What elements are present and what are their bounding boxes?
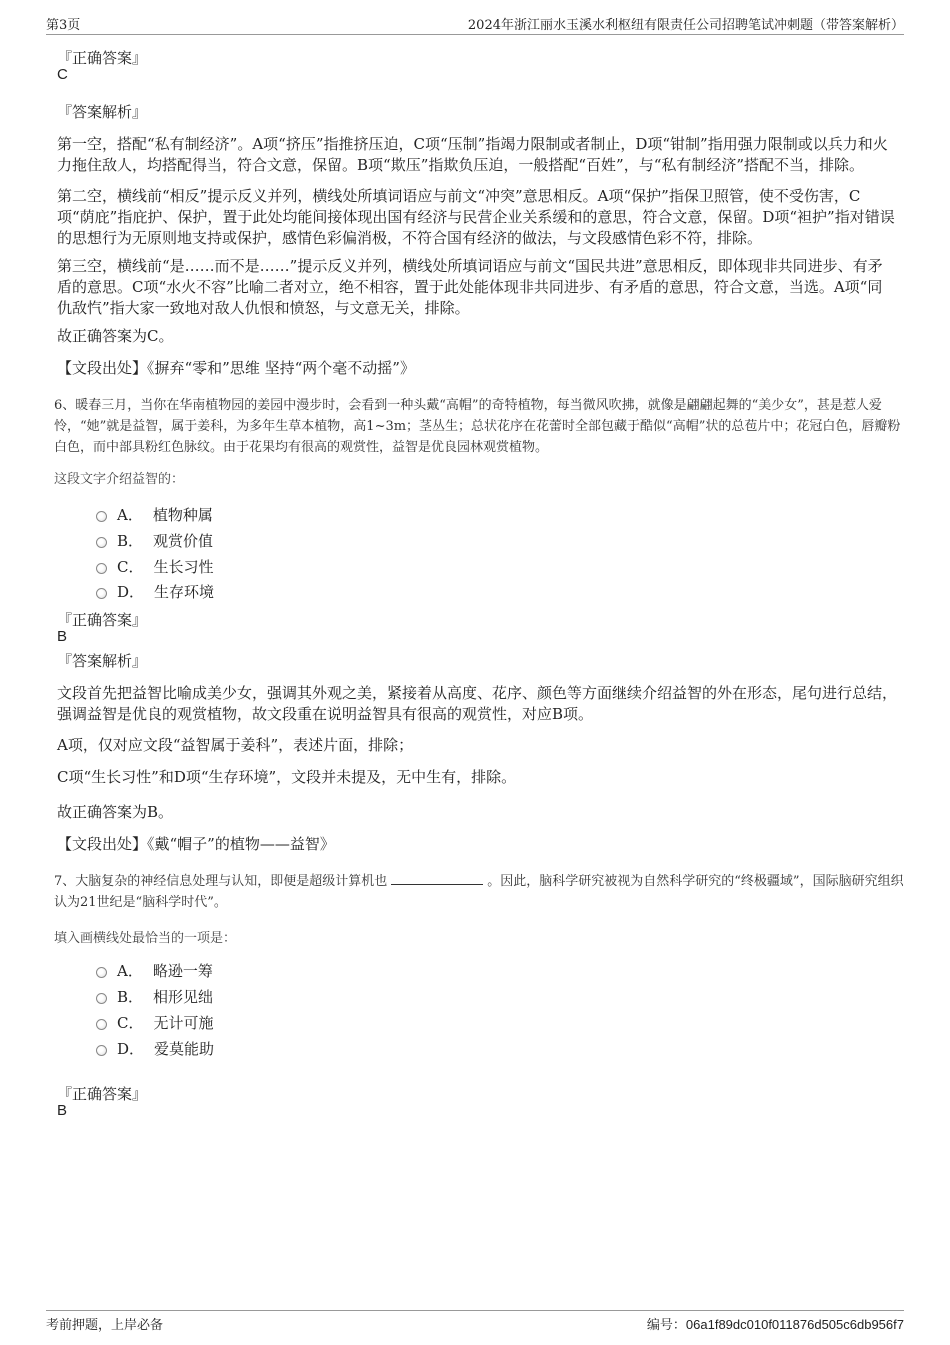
page-header bbox=[46, 14, 904, 35]
answer-value: B bbox=[57, 1102, 68, 1119]
source-citation: 【文段出处】《戴“帽子”的植物——益智》 bbox=[57, 835, 335, 853]
radio-icon[interactable] bbox=[96, 563, 107, 574]
option-a[interactable]: A． 植物种属 bbox=[96, 504, 213, 526]
answer-label: 『正确答案』 bbox=[57, 49, 148, 67]
radio-icon[interactable] bbox=[96, 967, 107, 978]
radio-icon[interactable] bbox=[96, 1019, 107, 1030]
option-b[interactable]: B． 相形见绌 bbox=[96, 986, 213, 1008]
option-a[interactable]: A． 略逊一筹 bbox=[96, 960, 213, 982]
analysis-paragraph: C项“生长习性”和D项“生存环境”，文段并未提及，无中生有，排除。 bbox=[57, 768, 517, 786]
analysis-conclusion: 故正确答案为C。 bbox=[57, 327, 174, 345]
answer-value: B bbox=[57, 628, 68, 645]
answer-label: 『正确答案』 bbox=[57, 1085, 148, 1103]
source-citation: 【文段出处】《摒弃“零和”思维 坚持“两个毫不动摇”》 bbox=[57, 359, 415, 377]
analysis-paragraph: 第三空，横线前“是……而不是……”提示反义并列，横线处所填词语应与前文“国民共进”意思相反，即体现非共同进步、有矛盾的意思。C项“水火不容”比喻二者对立，绝不相容，置于此处能体现非共同进步、有矛盾的意思，符合文意，当选。A项“同仇敌忾”指大家一致地对敌人仇恨和愤怒，与文意无关，排除。 bbox=[57, 257, 883, 317]
option-d[interactable]: D． 生存环境 bbox=[96, 581, 214, 603]
footer-slogan: 考前押题，上岸必备 bbox=[46, 1318, 164, 1333]
answer-label: 『正确答案』 bbox=[57, 611, 148, 629]
answer-value: C bbox=[57, 66, 68, 83]
radio-icon[interactable] bbox=[96, 588, 107, 599]
option-b[interactable]: B． 观赏价值 bbox=[96, 530, 213, 552]
fill-blank bbox=[391, 870, 483, 885]
question-prompt: 填入画横线处最恰当的一项是： bbox=[54, 931, 237, 946]
analysis-label: 『答案解析』 bbox=[57, 652, 148, 670]
document-title: 2024年浙江丽水玉溪水利枢纽有限责任公司招聘笔试冲刺题（带答案解析） bbox=[467, 18, 904, 33]
analysis-conclusion: 故正确答案为B。 bbox=[57, 803, 174, 821]
radio-icon[interactable] bbox=[96, 511, 107, 522]
radio-icon[interactable] bbox=[96, 537, 107, 548]
page-number: 第3页 bbox=[46, 18, 81, 33]
radio-icon[interactable] bbox=[96, 1045, 107, 1056]
option-c[interactable]: C． 无计可施 bbox=[96, 1012, 214, 1034]
option-d[interactable]: D． 爱莫能助 bbox=[96, 1038, 214, 1060]
document-code: 编号：06a1f89dc010f011876d505c6db956f7 bbox=[646, 1317, 904, 1333]
analysis-paragraph: 文段首先把益智比喻成美少女，强调其外观之美，紧接着从高度、花序、颜色等方面继续介绍益智的外在形态，尾句进行总结，强调益智是优良的观赏植物，故文段重在说明益智具有很高的观赏性，对应B项。 bbox=[57, 684, 898, 723]
question-text: 6、暖春三月，当你在华南植物园的姜园中漫步时，会看到一种头戴“高帽”的奇特植物，每当微风吹拂，就像是翩翩起舞的“美少女”，甚是惹人爱怜，“她”就是益智，属于姜科，为多年生草本植物，高1~3m；茎丛生；总状花序在花蕾时全部包藏于酷似“高帽”状的总苞片中；花冠白色，唇瓣粉白色，而中部具粉红色脉纹。由于花果均有很高的观赏性，益智是优良园林观赏植物。 bbox=[54, 398, 901, 455]
analysis-paragraph: 第一空，搭配“私有制经济”。A项“挤压”指推挤压迫，C项“压制”指竭力限制或者制止，D项“钳制”指用强力限制或以兵力和火力拖住敌人，均搭配得当，符合文意，保留。B项“欺压”指欺负压迫，一般搭配“百姓”，与“私有制经济”搭配不当，排除。 bbox=[57, 135, 888, 174]
question-text: 7、大脑复杂的神经信息处理与认知，即便是超级计算机也 。因此，脑科学研究被视为自然科学研究的“终极疆域”，国际脑研究组织认为21世纪是“脑科学时代”。 bbox=[54, 870, 904, 913]
radio-icon[interactable] bbox=[96, 993, 107, 1004]
analysis-paragraph: A项，仅对应文段“益智属于姜科”，表述片面，排除； bbox=[57, 736, 414, 754]
question-prompt: 这段文字介绍益智的： bbox=[54, 472, 185, 487]
page-footer bbox=[46, 1310, 904, 1337]
option-c[interactable]: C． 生长习性 bbox=[96, 556, 214, 578]
analysis-paragraph: 第二空，横线前“相反”提示反义并列，横线处所填词语应与前文“冲突”意思相反。A项“保护”指保卫照管，使不受伤害，C项“荫庇”指庇护、保护，置于此处均能间接体现出国有经济与民营企业关系缓和的意思，符合文意，保留。D项“袒护”指对错误的思想行为无原则地支持或保护，感情色彩偏消极，不符合国有经济的做法，与文段感情色彩不符，排除。 bbox=[57, 187, 895, 247]
analysis-label: 『答案解析』 bbox=[57, 103, 148, 121]
